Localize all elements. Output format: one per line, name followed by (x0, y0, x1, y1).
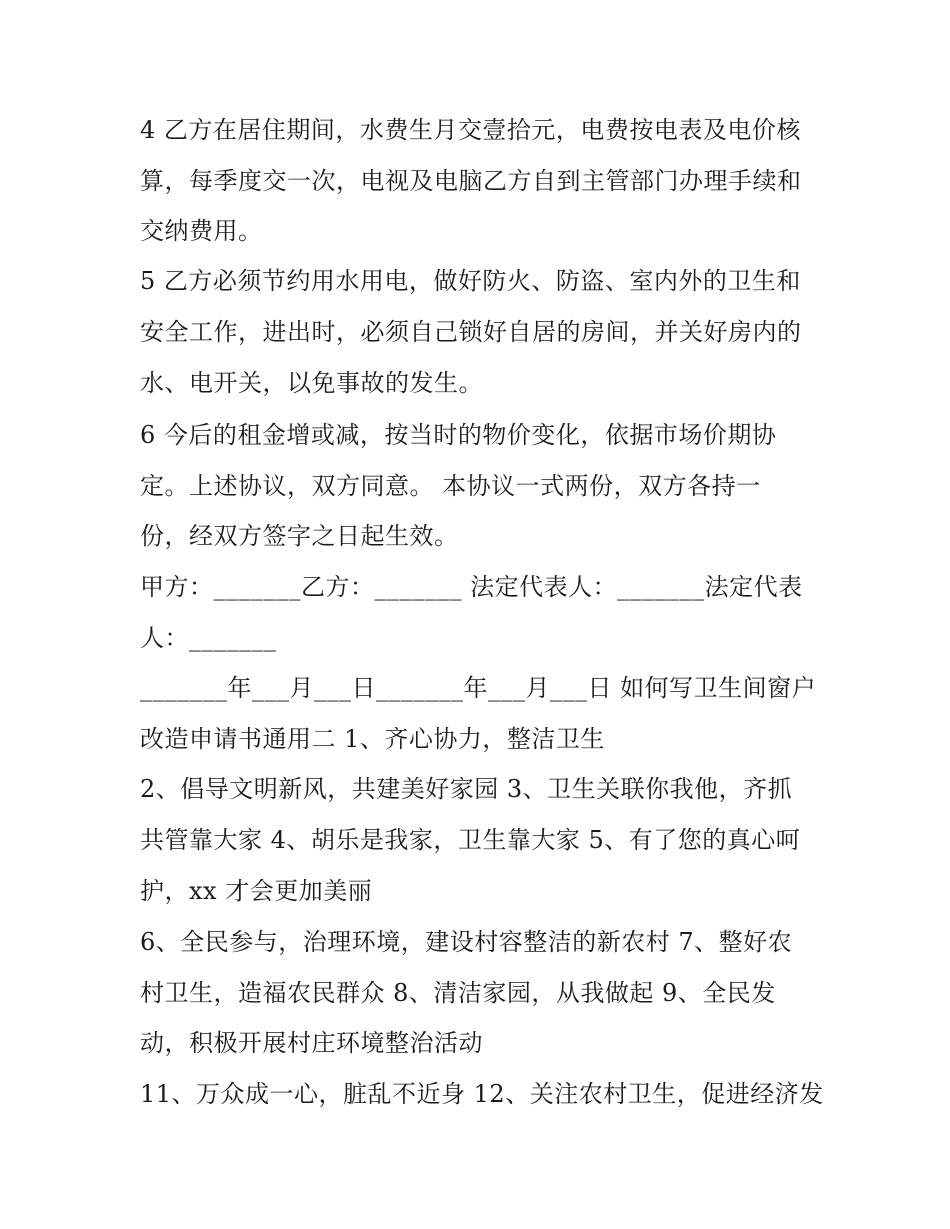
signature-line: 甲方：_______乙方：_______ 法定代表人：_______法定代表 (140, 573, 803, 601)
text-line: 6 今后的租金增或减，按当时的物价变化，依据市场价期协 (140, 421, 777, 449)
text-line: 护，xx 才会更加美丽 (140, 877, 373, 905)
text-line: 共管靠大家 4、胡乐是我家，卫生靠大家 5、有了您的真心呵 (140, 826, 801, 854)
text-line: 安全工作，进出时，必须自己锁好自居的房间，并关好房内的 (140, 318, 802, 346)
text-line: 改造申请书通用二 1、齐心协力，整洁卫生 (140, 725, 605, 753)
text-line: 5 乙方必须节约用水用电，做好防火、防盗、室内外的卫生和 (140, 267, 801, 295)
date-line: _______年___月___日_______年___月___日 如何写卫生间窗户 (140, 674, 817, 702)
text-line: 6、全民参与，治理环境，建设村容整洁的新农村 7、整好农 (140, 928, 793, 956)
text-line: 份，经双方签字之日起生效。 (140, 522, 459, 550)
text-line: 算，每季度交一次，电视及电脑乙方自到主管部门办理手续和 (140, 167, 802, 195)
text-line: 定。上述协议，双方同意。 本协议一式两份，双方各持一 (140, 472, 761, 500)
text-line: 2、倡导文明新风，共建美好家园 3、卫生关联你我他，齐抓 (140, 775, 793, 803)
text-line: 交纳费用。 (140, 217, 263, 245)
text-line: 4 乙方在居住期间，水费生月交壹拾元，电费按电表及电价核 (140, 116, 801, 144)
signature-line: 人：_______ (140, 624, 277, 652)
text-line: 水、电开关，以免事故的发生。 (140, 369, 483, 397)
text-line: 动，积极开展村庄环境整治活动 (140, 1029, 483, 1057)
text-line: 村卫生，造福农民群众 8、清洁家园，从我做起 9、全民发 (140, 979, 776, 1007)
text-line: 11、万众成一心，脏乱不近身 12、关注农村卫生，促进经济发 (140, 1080, 824, 1108)
